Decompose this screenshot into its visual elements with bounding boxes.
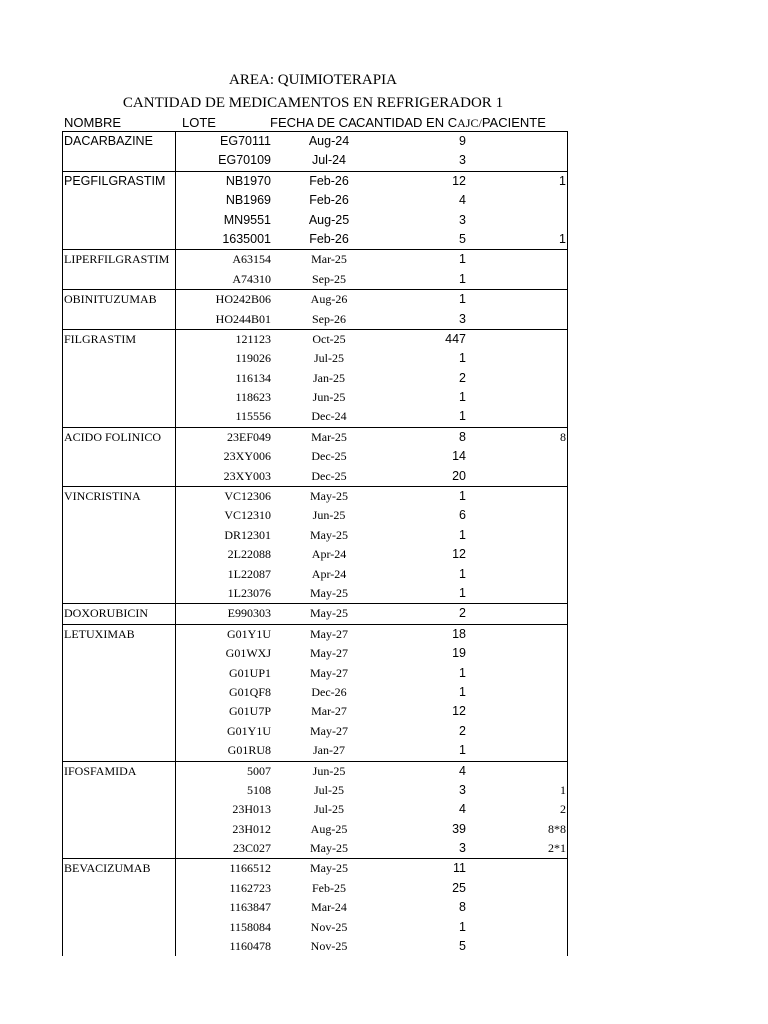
cantidad-cell: 1 [459, 919, 466, 934]
lote-cell: A74310 [232, 271, 271, 286]
table-row [63, 487, 567, 506]
table-row [63, 310, 567, 329]
fecha-cell: May-25 [310, 606, 348, 621]
cantidad-cell: 6 [459, 508, 466, 523]
lote-cell: G01RU8 [227, 743, 271, 758]
area-title: AREA: QUIMIOTERAPIA [229, 72, 397, 88]
table-row [63, 270, 567, 289]
fecha-cell: May-27 [310, 665, 348, 680]
table-row [63, 330, 567, 349]
lote-cell: 119026 [235, 351, 271, 366]
table-row [63, 132, 567, 151]
lote-cell: 1162723 [229, 880, 271, 895]
lote-cell: EG70109 [218, 153, 271, 168]
drug-name: PEGFILGRASTIM [64, 173, 166, 188]
paciente-cell: 2*1 [548, 841, 566, 856]
lote-cell: E990303 [227, 606, 271, 621]
lote-cell: HO242B06 [215, 292, 271, 307]
table-row [63, 191, 567, 210]
header-lote: LOTE [182, 115, 216, 130]
cantidad-cell: 1 [459, 585, 466, 600]
cantidad-cell: 3 [459, 841, 466, 856]
table-row [63, 230, 567, 249]
table-row [63, 683, 567, 702]
cantidad-cell: 1 [459, 351, 466, 366]
cantidad-cell: 5 [459, 231, 466, 246]
lote-cell: G01WXJ [225, 646, 271, 661]
cantidad-cell: 12 [452, 173, 466, 188]
cantidad-cell: 1 [459, 271, 466, 286]
table-row [63, 349, 567, 368]
fecha-cell: Sep-25 [312, 271, 346, 286]
cantidad-cell: 19 [452, 646, 466, 661]
table-row [63, 762, 567, 781]
lote-cell: 1160478 [229, 939, 271, 954]
table-row [63, 604, 567, 623]
table-row [63, 467, 567, 486]
lote-cell: 23C027 [232, 841, 271, 856]
fecha-cell: Apr-24 [311, 566, 347, 581]
header-paciente: PACIENTE [481, 115, 546, 130]
lote-cell: MN9551 [223, 212, 271, 227]
cantidad-cell: 1 [459, 743, 466, 758]
table-row [63, 250, 567, 269]
lote-cell: 5108 [247, 782, 271, 797]
cantidad-cell: 18 [452, 626, 466, 641]
drug-name: LIPERFILGRASTIM [64, 252, 170, 267]
fecha-cell: May-27 [310, 723, 348, 738]
lote-cell: HO244B01 [215, 311, 271, 326]
table-row [63, 526, 567, 545]
fecha-cell: Dec-25 [311, 468, 347, 483]
fecha-cell: Mar-25 [311, 429, 347, 444]
table-row [63, 290, 567, 309]
fecha-cell: Dec-26 [311, 684, 347, 699]
fecha-cell: May-27 [310, 646, 348, 661]
drug-group [63, 289, 567, 329]
drug-name: OBINITUZUMAB [64, 292, 157, 307]
header-fecha: FECHA DE CA [270, 115, 357, 130]
table-row [63, 839, 567, 858]
lote-cell: 23H013 [232, 802, 271, 817]
cantidad-cell: 3 [459, 153, 466, 168]
cantidad-cell: 2 [459, 606, 466, 621]
drug-group [63, 603, 567, 623]
lote-cell: 2L22088 [227, 547, 271, 562]
drug-name: ACIDO FOLINICO [64, 429, 161, 444]
cantidad-cell: 1 [459, 527, 466, 542]
drug-name: IFOSFAMIDA [64, 763, 137, 778]
cantidad-cell: 2 [459, 370, 466, 385]
lote-cell: 23XY003 [223, 468, 271, 483]
table-row [63, 820, 567, 839]
fecha-cell: May-25 [310, 861, 348, 876]
cantidad-cell: 1 [459, 684, 466, 699]
fecha-cell: Jan-27 [313, 743, 345, 758]
fecha-cell: Feb-26 [309, 173, 349, 188]
table-row [63, 151, 567, 170]
fecha-cell: Mar-24 [311, 900, 347, 915]
cantidad-cell: 1 [459, 489, 466, 504]
cantidad-cell: 5 [459, 939, 466, 954]
fecha-cell: Aug-25 [308, 212, 350, 227]
lote-cell: G01UP1 [228, 665, 271, 680]
table-row [63, 584, 567, 603]
cantidad-cell: 11 [453, 861, 466, 876]
lote-cell: 116134 [235, 370, 271, 385]
table-row [63, 369, 567, 388]
lote-cell: 121123 [235, 331, 271, 346]
lote-cell: 1635001 [222, 231, 271, 246]
fecha-cell: Feb-26 [309, 193, 349, 208]
table-row [63, 625, 567, 644]
fecha-cell: May-27 [310, 626, 348, 641]
fecha-cell: Jul-25 [314, 802, 344, 817]
lote-cell: 23XY006 [223, 449, 271, 464]
lote-cell: VC12306 [224, 489, 271, 504]
medication-table [62, 131, 568, 956]
fecha-cell: Sep-26 [312, 311, 346, 326]
drug-group [63, 171, 567, 250]
fecha-cell: Jul-25 [314, 351, 344, 366]
lote-cell: A63154 [232, 252, 271, 267]
lote-cell: 1L23076 [227, 585, 271, 600]
drug-group [63, 427, 567, 486]
cantidad-cell: 8 [459, 900, 466, 915]
table-row [63, 644, 567, 663]
lote-cell: G01Y1U [227, 723, 271, 738]
cantidad-cell: 1 [459, 409, 466, 424]
cantidad-cell: 4 [459, 763, 466, 778]
drug-group [63, 486, 567, 603]
cantidad-cell: 4 [459, 802, 466, 817]
fecha-cell: Oct-25 [312, 331, 346, 346]
cantidad-cell: 14 [452, 449, 466, 464]
lote-cell: 1163847 [229, 900, 271, 915]
cantidad-cell: 12 [452, 704, 466, 719]
cantidad-cell: 9 [459, 134, 466, 148]
cantidad-cell: 3 [459, 311, 466, 326]
paciente-cell: 1 [559, 173, 566, 188]
cantidad-cell: 8 [459, 429, 466, 444]
cantidad-cell: 1 [459, 252, 466, 267]
lote-cell: 1L22087 [227, 566, 271, 581]
drug-name: BEVACIZUMAB [64, 861, 151, 876]
fecha-cell: Jun-25 [312, 508, 346, 523]
table-row [63, 781, 567, 800]
table-row [63, 388, 567, 407]
sheet-subtitle: CANTIDAD DE MEDICAMENTOS EN REFRIGERADOR 1 [122, 95, 504, 111]
fecha-cell: Apr-24 [311, 547, 347, 562]
table-row [63, 545, 567, 564]
lote-cell: 1158084 [229, 919, 271, 934]
lote-cell: 23H012 [232, 821, 271, 836]
drug-name: FILGRASTIM [64, 331, 137, 346]
fecha-cell: Nov-25 [310, 919, 348, 934]
drug-name: LETUXIMAB [64, 626, 135, 641]
table-row [63, 741, 567, 760]
fecha-cell: Jul-25 [314, 782, 344, 797]
drug-group [63, 624, 567, 761]
table-row [63, 447, 567, 466]
fecha-cell: Jan-25 [313, 370, 345, 385]
lote-cell: NB1969 [225, 193, 271, 208]
table-row [63, 937, 567, 956]
cantidad-cell: 447 [445, 331, 466, 346]
table-row [63, 565, 567, 584]
cantidad-cell: 2 [459, 723, 466, 738]
fecha-cell: Jun-25 [312, 390, 346, 405]
fecha-cell: Jul-24 [311, 153, 347, 168]
table-row [63, 506, 567, 525]
fecha-cell: May-25 [310, 841, 348, 856]
cantidad-cell: 1 [459, 390, 466, 405]
table-row [63, 898, 567, 917]
drug-name: VINCRISTINA [64, 489, 141, 504]
table-row [63, 722, 567, 741]
drug-name: DACARBAZINE [64, 134, 153, 148]
table-row [63, 407, 567, 426]
paciente-cell: 8 [560, 429, 566, 444]
fecha-cell: Feb-25 [312, 880, 346, 895]
drug-name: DOXORUBICIN [64, 606, 148, 621]
table-row [63, 859, 567, 878]
paciente-cell: 1 [560, 782, 566, 797]
lote-cell: 115556 [235, 409, 271, 424]
drug-group [63, 858, 567, 956]
cantidad-cell: 1 [459, 566, 466, 581]
paciente-cell: 2 [560, 802, 566, 817]
cantidad-cell: 4 [459, 193, 466, 208]
cantidad-cell: 25 [452, 880, 466, 895]
drug-group [63, 249, 567, 289]
table-row [63, 918, 567, 937]
lote-cell: G01U7P [228, 704, 271, 719]
lote-cell: DR12301 [224, 527, 271, 542]
table-row [63, 172, 567, 191]
fecha-cell: Aug-24 [308, 134, 350, 148]
fecha-cell: Dec-24 [311, 409, 347, 424]
lote-cell: VC12310 [224, 508, 271, 523]
fecha-cell: May-25 [310, 527, 348, 542]
fecha-cell: May-25 [310, 585, 348, 600]
table-row [63, 800, 567, 819]
drug-group [63, 132, 567, 171]
table-row [63, 879, 567, 898]
drug-group [63, 761, 567, 859]
paciente-cell: 1 [559, 231, 566, 246]
lote-cell: G01QF8 [228, 684, 271, 699]
lote-cell: G01Y1U [227, 626, 271, 641]
fecha-cell: Feb-26 [309, 231, 349, 246]
table-row [63, 702, 567, 721]
table-row [63, 664, 567, 683]
table-row [63, 428, 567, 447]
cantidad-cell: 12 [452, 547, 466, 562]
lote-cell: 23EF049 [226, 429, 271, 444]
header-cantidad-tail: AJC/ [457, 116, 482, 130]
fecha-cell: Aug-25 [310, 821, 348, 836]
fecha-cell: Mar-25 [311, 252, 347, 267]
fecha-cell: Mar-27 [311, 704, 347, 719]
lote-cell: EG70111 [220, 134, 271, 148]
fecha-cell: Aug-26 [310, 292, 348, 307]
header-nombre: NOMBRE [64, 115, 122, 130]
lote-cell: 5007 [247, 763, 271, 778]
header-cantidad-label: CANTIDAD EN C [356, 115, 458, 130]
cantidad-cell: 3 [459, 212, 466, 227]
drug-group [63, 329, 567, 427]
paciente-cell: 8*8 [548, 821, 566, 836]
cantidad-cell: 1 [459, 665, 466, 680]
fecha-cell: Nov-25 [310, 939, 348, 954]
lote-cell: 118623 [235, 390, 271, 405]
fecha-cell: Jun-25 [312, 763, 346, 778]
lote-cell: NB1970 [225, 173, 271, 188]
cantidad-cell: 3 [459, 782, 466, 797]
cantidad-cell: 20 [452, 468, 466, 483]
fecha-cell: May-25 [310, 489, 348, 504]
cantidad-cell: 1 [459, 292, 466, 307]
cantidad-cell: 39 [452, 821, 466, 836]
lote-cell: 1166512 [229, 861, 271, 876]
table-row [63, 211, 567, 230]
fecha-cell: Dec-25 [311, 449, 347, 464]
header-cantidad [356, 114, 546, 132]
